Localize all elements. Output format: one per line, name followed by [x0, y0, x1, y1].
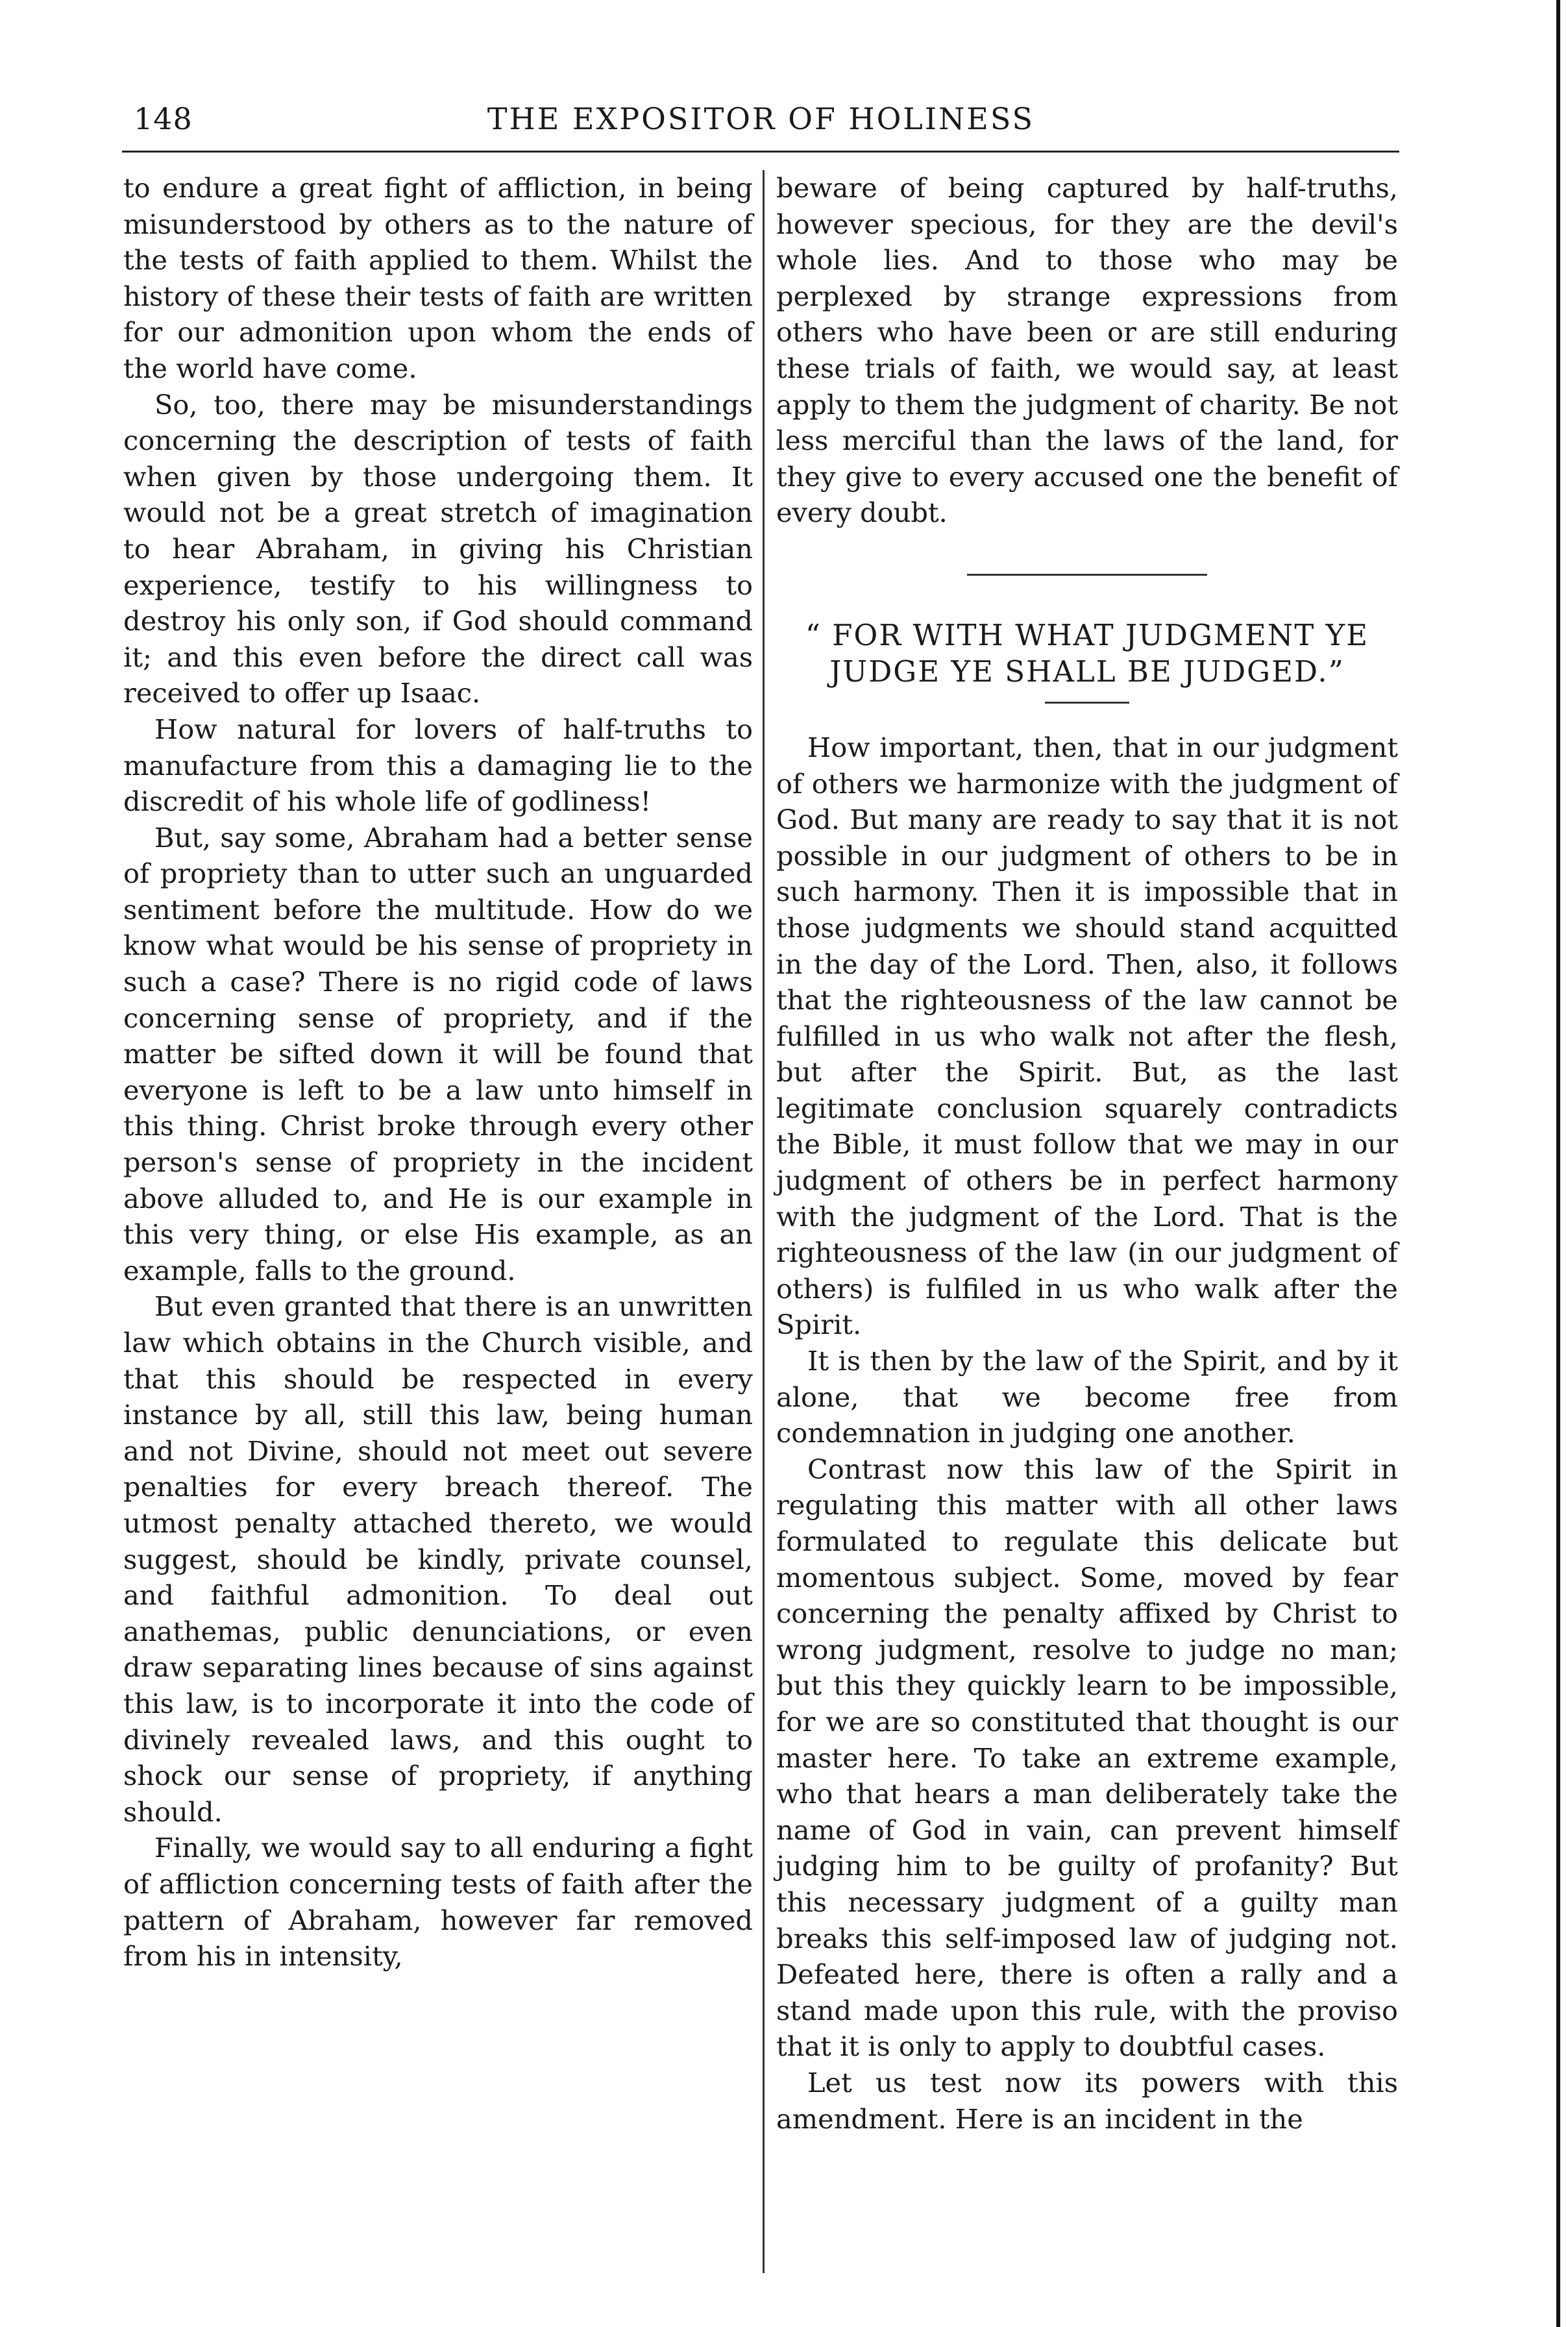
- paragraph: It is then by the law of the Spirit, and by it alone, that we become free from condemnation in judging one another.: [776, 1345, 1398, 1449]
- section-separator: [967, 574, 1207, 576]
- paragraph: beware of being captured by half-truths, however specious, for they are the devil's whole lies. And to those who may be perplexed by strange expressions from others who have been or are still enduring these trials of faith, we would say, at least apply to them the judgment of charity. Be not less merciful than the laws of the land, for they give to every accused one the benefit of every doubt.: [776, 172, 1398, 529]
- page-edge-shadow: [1556, 0, 1560, 2327]
- running-title: THE EXPOSITOR OF HOLINESS: [487, 101, 1035, 136]
- column-divider: [763, 170, 765, 2273]
- paragraph: So, too, there may be misunderstandings concerning the description of tests of faith when given by those undergoing them. It would not be a great stretch of imagination to hear Abraham, in giving his Christian experience, testify to his willingness to destroy his only son, if God should command it; and this even before the direct call was received to offer up Isaac.: [123, 388, 753, 709]
- page-header: [123, 97, 1399, 144]
- paragraph: How natural for lovers of half-truths to manufacture from this a damaging lie to the discredit of his whole life of godliness!: [123, 713, 753, 818]
- paragraph: Finally, we would say to all enduring a fight of affliction concerning tests of faith after the pattern of Abraham, however far removed from his in intensity,: [123, 1832, 753, 1973]
- heading-rule: [1045, 702, 1129, 704]
- paragraph: to endure a great fight of affliction, in being misunderstood by others as to the nature of the tests of faith applied to them. Whilst the history of these their tests of faith are written for our admonition upon whom the ends of the world have come.: [123, 172, 753, 384]
- paragraph: But, say some, Abraham had a better sense of propriety than to utter such an unguarded sentiment before the multitude. How do we know what would be his sense of propriety in such a case? There is no rigid code of laws concerning sense of propriety, and if the matter be sifted down it will be found that everyone is left to be a law unto himself in this thing. Christ broke through every other person's sense of propriety in the incident above alluded to, and He is our example in this very thing, or else His example, as an example, falls to the ground.: [123, 821, 753, 1287]
- left-column: [123, 170, 753, 2273]
- paragraph: But even granted that there is an unwritten law which obtains in the Church visible, and that this should be respected in every instance by all, still this law, being human and not Divine, should not meet out severe penalties for every breach thereof. The utmost penalty attached thereto, we would suggest, should be kindly, private counsel, and faithful admonition. To deal out anathemas, public denunciations, or even draw separating lines because of sins against this law, is to incorporate it into the code of divinely revealed laws, and this ought to shock our sense of propriety, if anything should.: [123, 1290, 753, 1828]
- paragraph: How important, then, that in our judgment of others we harmonize with the judgment of God. But many are ready to say that it is not possible in our judgment of others to be in such harmony. Then it is impossible that in those judgments we should stand acquitted in the day of the Lord. Then, also, it follows that the righteousness of the law cannot be fulfilled in us who walk not after the flesh, but after the Spirit. But, as the last legitimate conclusion squarely contradicts the Bible, it must follow that we may in our judgment of others be in perfect harmony with the judgment of the Lord. That is the righteousness of the law (in our judgment of others) is fulfiled in us who walk after the Spirit.: [776, 731, 1398, 1341]
- header-rule: [122, 151, 1399, 153]
- paragraph: Contrast now this law of the Spirit in regulating this matter with all other laws formulated to regulate this delicate but momentous subject. Some, moved by fear concerning the penalty affixed by Christ to wrong judgment, resolve to judge no man; but this they quickly learn to be impossible, for we are so constituted that thought is our master here. To take an extreme example, who that hears a man deliberately take the name of God in vain, can prevent himself judging him to be guilty of profanity? But this necessary judgment of a guilty man breaks this self-imposed law of judging not. Defeated here, there is often a rally and a stand made upon this rule, with the proviso that it is only to apply to doubtful cases.: [776, 1453, 1398, 2063]
- right-column: [776, 170, 1398, 2273]
- section-heading: “ FOR WITH WHAT JUDGMENT YE JUDGE YE SHALL BE JUDGED.”: [805, 617, 1369, 689]
- paragraph: Let us test now its powers with this amendment. Here is an incident in the: [776, 2066, 1398, 2135]
- page-number: 148: [134, 101, 193, 136]
